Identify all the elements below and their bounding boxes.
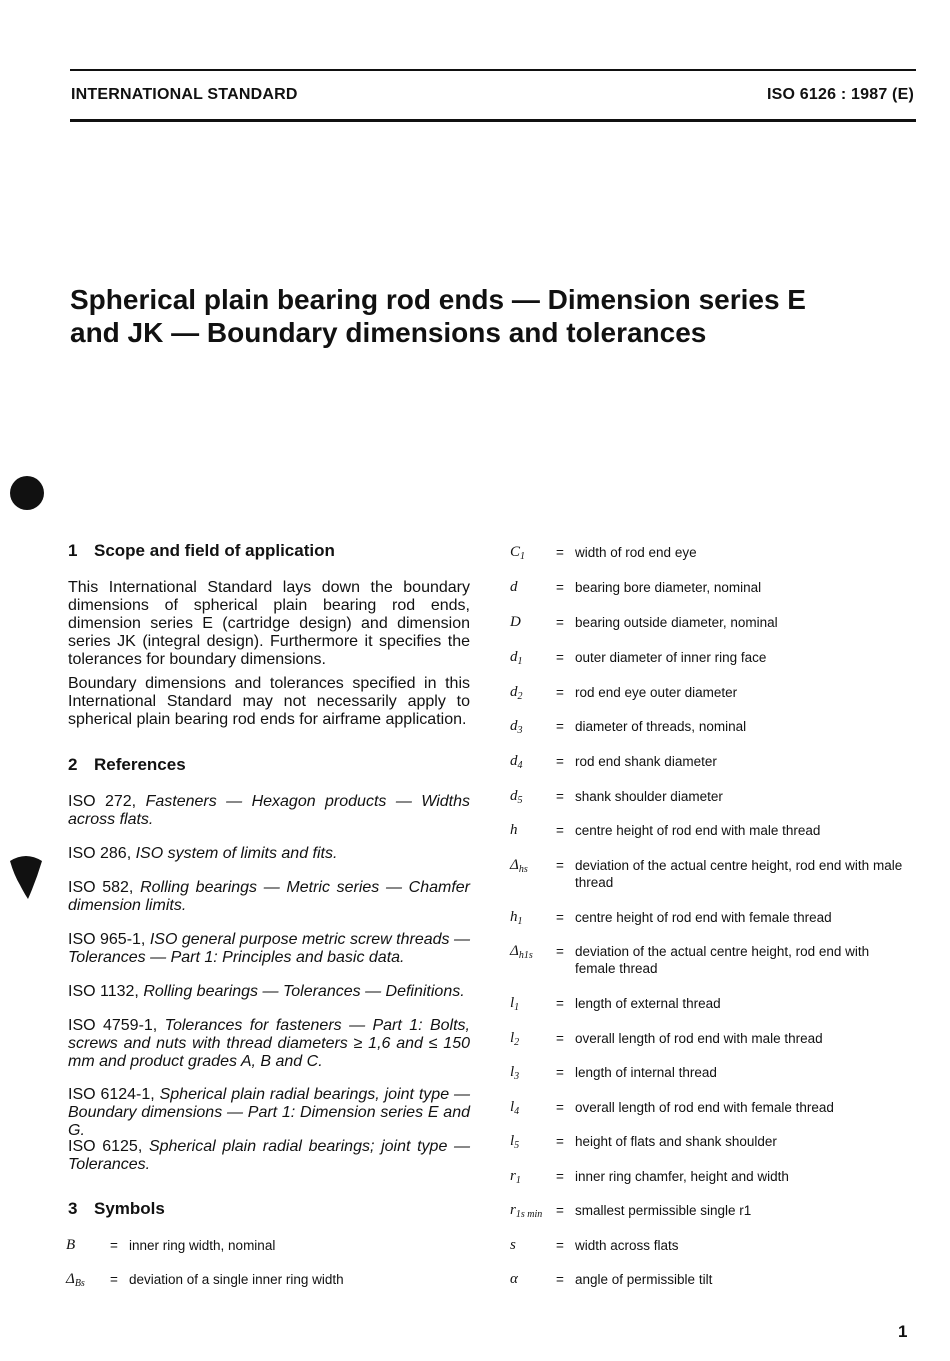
scope-paragraph-1: This International Standard lays down the boundary dimensions of spherical plain bearing rod ends, dimension series E (cartridge design) and dimension series JK (integral design). Furthermore it specifies the tolerances for boundary dimensions. (68, 579, 470, 668)
title-line-1: Spherical plain bearing rod ends — Dimension series E (70, 284, 806, 315)
title-line-2: and JK — Boundary dimensions and tolerances (70, 317, 707, 348)
section-3-heading (68, 1199, 165, 1219)
section-1-title: Scope and field of application (94, 541, 335, 560)
header-right-label: ISO 6126 : 1987 (E) (767, 86, 914, 103)
reference-item: ISO 286, ISO system of limits and fits. (68, 845, 338, 862)
header-top-rule (70, 69, 916, 71)
ink-drop-mark (8, 855, 44, 901)
reference-item: ISO 965-1, ISO general purpose metric screw threads — Tolerances — Part 1: Principles and basic data. (68, 931, 470, 966)
reference-item: ISO 1132, Rolling bearings — Tolerances — Definitions. (68, 983, 465, 1000)
section-2-number: 2 (68, 755, 78, 774)
reference-item: ISO 582, Rolling bearings — Metric series — Chamfer dimension limits. (68, 879, 471, 914)
reference-item: ISO 272, Fasteners — Hexagon products — Widths across flats. (68, 793, 471, 828)
section-2-heading (68, 755, 186, 775)
section-1-heading (68, 541, 335, 561)
section-2-title: References (94, 755, 186, 774)
punch-hole-dot (10, 476, 44, 510)
section-3-title: Symbols (94, 1199, 165, 1218)
reference-item: ISO 4759-1, Tolerances for fasteners — Part 1: Bolts, screws and nuts with thread diameters ≥ 1,6 and ≤ 150 mm and product grades A, B and C. (68, 1017, 470, 1070)
header-bottom-rule (70, 119, 916, 122)
section-1-number: 1 (68, 541, 78, 560)
section-3-number: 3 (68, 1199, 78, 1218)
reference-item: ISO 6125, Spherical plain radial bearings; joint type — Tolerances. (68, 1138, 471, 1173)
page-number: 1 (898, 1322, 908, 1341)
scope-paragraph-2: Boundary dimensions and tolerances specified in this International Standard may not necessarily apply to spherical plain bearing rod ends for airframe application. (68, 675, 470, 728)
header-left-label: INTERNATIONAL STANDARD (71, 86, 298, 103)
document-title (70, 283, 890, 349)
reference-item: ISO 6124-1, Spherical plain radial bearings, joint type — Boundary dimensions — Part 1: Dimension series E and G. (68, 1086, 470, 1139)
